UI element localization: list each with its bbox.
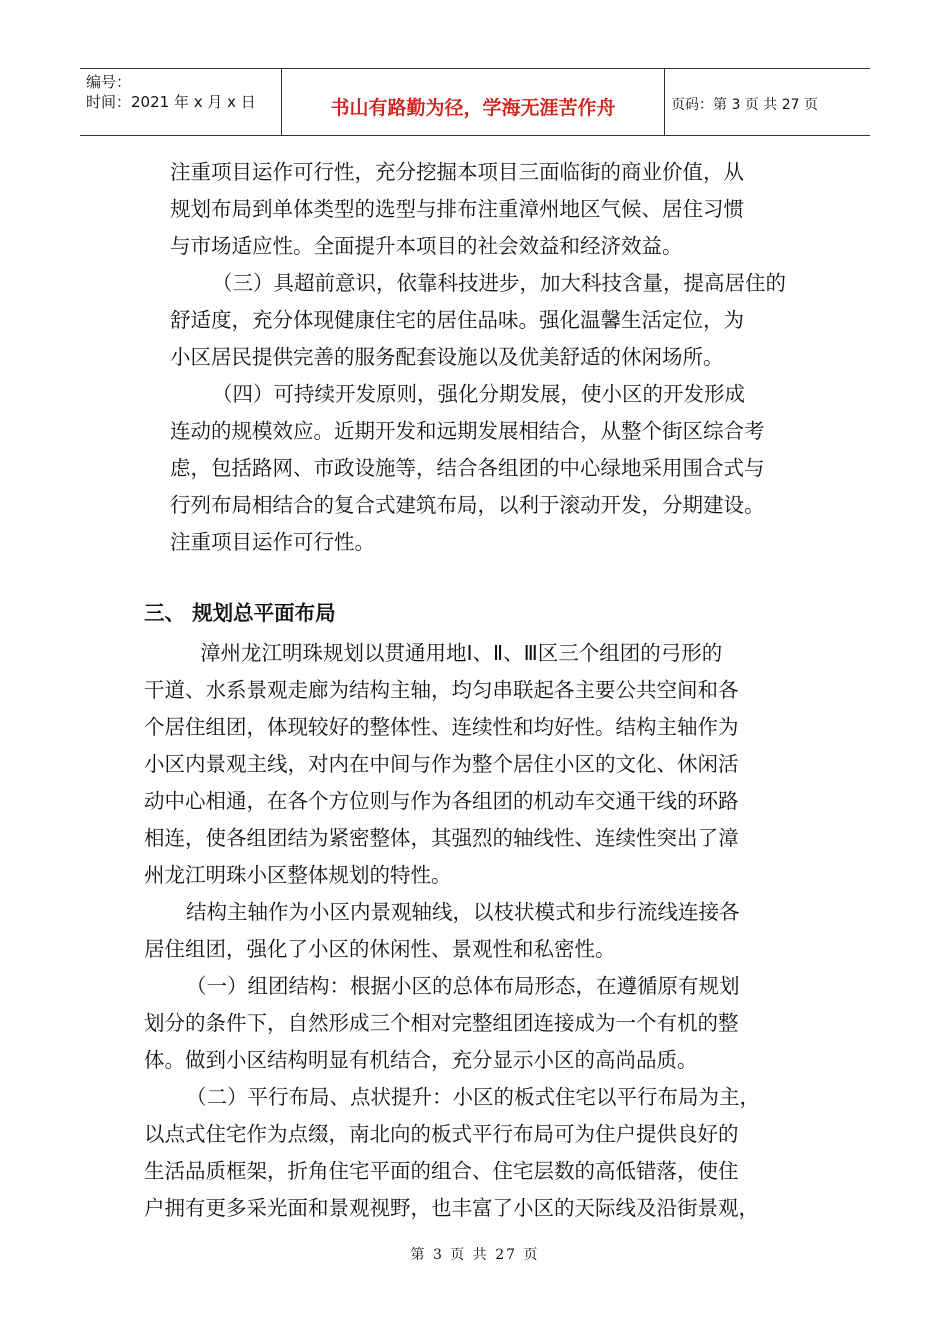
section-heading: 三、 规划总平面布局 bbox=[144, 601, 336, 625]
body-line: 与市场适应性。全面提升本项目的社会效益和经济效益。 bbox=[170, 234, 683, 258]
document-number-label: 编号： bbox=[86, 73, 132, 91]
body-line: 个居住组团，体现较好的整体性、连续性和均好性。结构主轴作为 bbox=[144, 715, 739, 739]
body-line: 以点式住宅作为点缀，南北向的板式平行布局可为住户提供良好的 bbox=[144, 1122, 739, 1146]
body-line: 生活品质框架，折角住宅平面的组合、住宅层数的高低错落，使住 bbox=[144, 1159, 739, 1183]
body-line: 动中心相通，在各个方位则与作为各组团的机动车交通干线的环路 bbox=[144, 789, 739, 813]
header-motto: 书山有路勤为径，学海无涯苦作舟 bbox=[330, 96, 616, 119]
body-line: 划分的条件下，自然形成三个相对完整组团连接成为一个有机的整 bbox=[144, 1011, 739, 1035]
body-line: 体。做到小区结构明显有机结合，充分显示小区的高尚品质。 bbox=[144, 1048, 698, 1072]
body-line: 虑，包括路网、市政设施等，结合各组团的中心绿地采用围合式与 bbox=[170, 456, 765, 480]
body-line: 居住组团，强化了小区的休闲性、景观性和私密性。 bbox=[144, 937, 616, 961]
body-line: （一）组团结构：根据小区的总体布局形态，在遵循原有规划 bbox=[186, 974, 740, 998]
body-line: 干道、水系景观走廊为结构主轴，均匀串联起各主要公共空间和各 bbox=[144, 678, 739, 702]
document-date-label: 时间：2021 年 x 月 x 日 bbox=[86, 93, 256, 111]
body-line: 注重项目运作可行性。 bbox=[170, 530, 375, 554]
body-line: 行列布局相结合的复合式建筑布局，以利于滚动开发，分期建设。 bbox=[170, 493, 765, 517]
body-line: 相连，使各组团结为紧密整体，其强烈的轴线性、连续性突出了漳 bbox=[144, 826, 739, 850]
body-line: 结构主轴作为小区内景观轴线，以枝状模式和步行流线连接各 bbox=[186, 900, 740, 924]
body-line: （四）可持续开发原则，强化分期发展，使小区的开发形成 bbox=[212, 382, 745, 406]
body-line: （二）平行布局、点状提升：小区的板式住宅以平行布局为主， bbox=[186, 1085, 760, 1109]
body-line: 舒适度，充分体现健康住宅的居住品味。强化温馨生活定位，为 bbox=[170, 308, 744, 332]
body-line: 州龙江明珠小区整体规划的特性。 bbox=[144, 863, 452, 887]
body-line: 注重项目运作可行性，充分挖掘本项目三面临街的商业价值，从 bbox=[170, 160, 744, 184]
body-line: 规划布局到单体类型的选型与排布注重漳州地区气候、居住习惯 bbox=[170, 197, 744, 221]
body-line: 连动的规模效应。近期开发和远期发展相结合，从整个街区综合考 bbox=[170, 419, 765, 443]
body-line: 小区居民提供完善的服务配套设施以及优美舒适的休闲场所。 bbox=[170, 345, 724, 369]
body-line: 户拥有更多采光面和景观视野，也丰富了小区的天际线及沿街景观， bbox=[144, 1196, 759, 1220]
page-footer: 第 3 页 共 27 页 bbox=[410, 1247, 540, 1263]
body-line: （三）具超前意识，依靠科技进步，加大科技含量，提高居住的 bbox=[212, 271, 786, 295]
header-page-info: 页码：第 3 页 共 27 页 bbox=[671, 97, 818, 113]
body-line: 小区内景观主线，对内在中间与作为整个居住小区的文化、休闲活 bbox=[144, 752, 739, 776]
body-line: 漳州龙江明珠规划以贯通用地Ⅰ、Ⅱ、Ⅲ区三个组团的弓形的 bbox=[200, 641, 723, 665]
